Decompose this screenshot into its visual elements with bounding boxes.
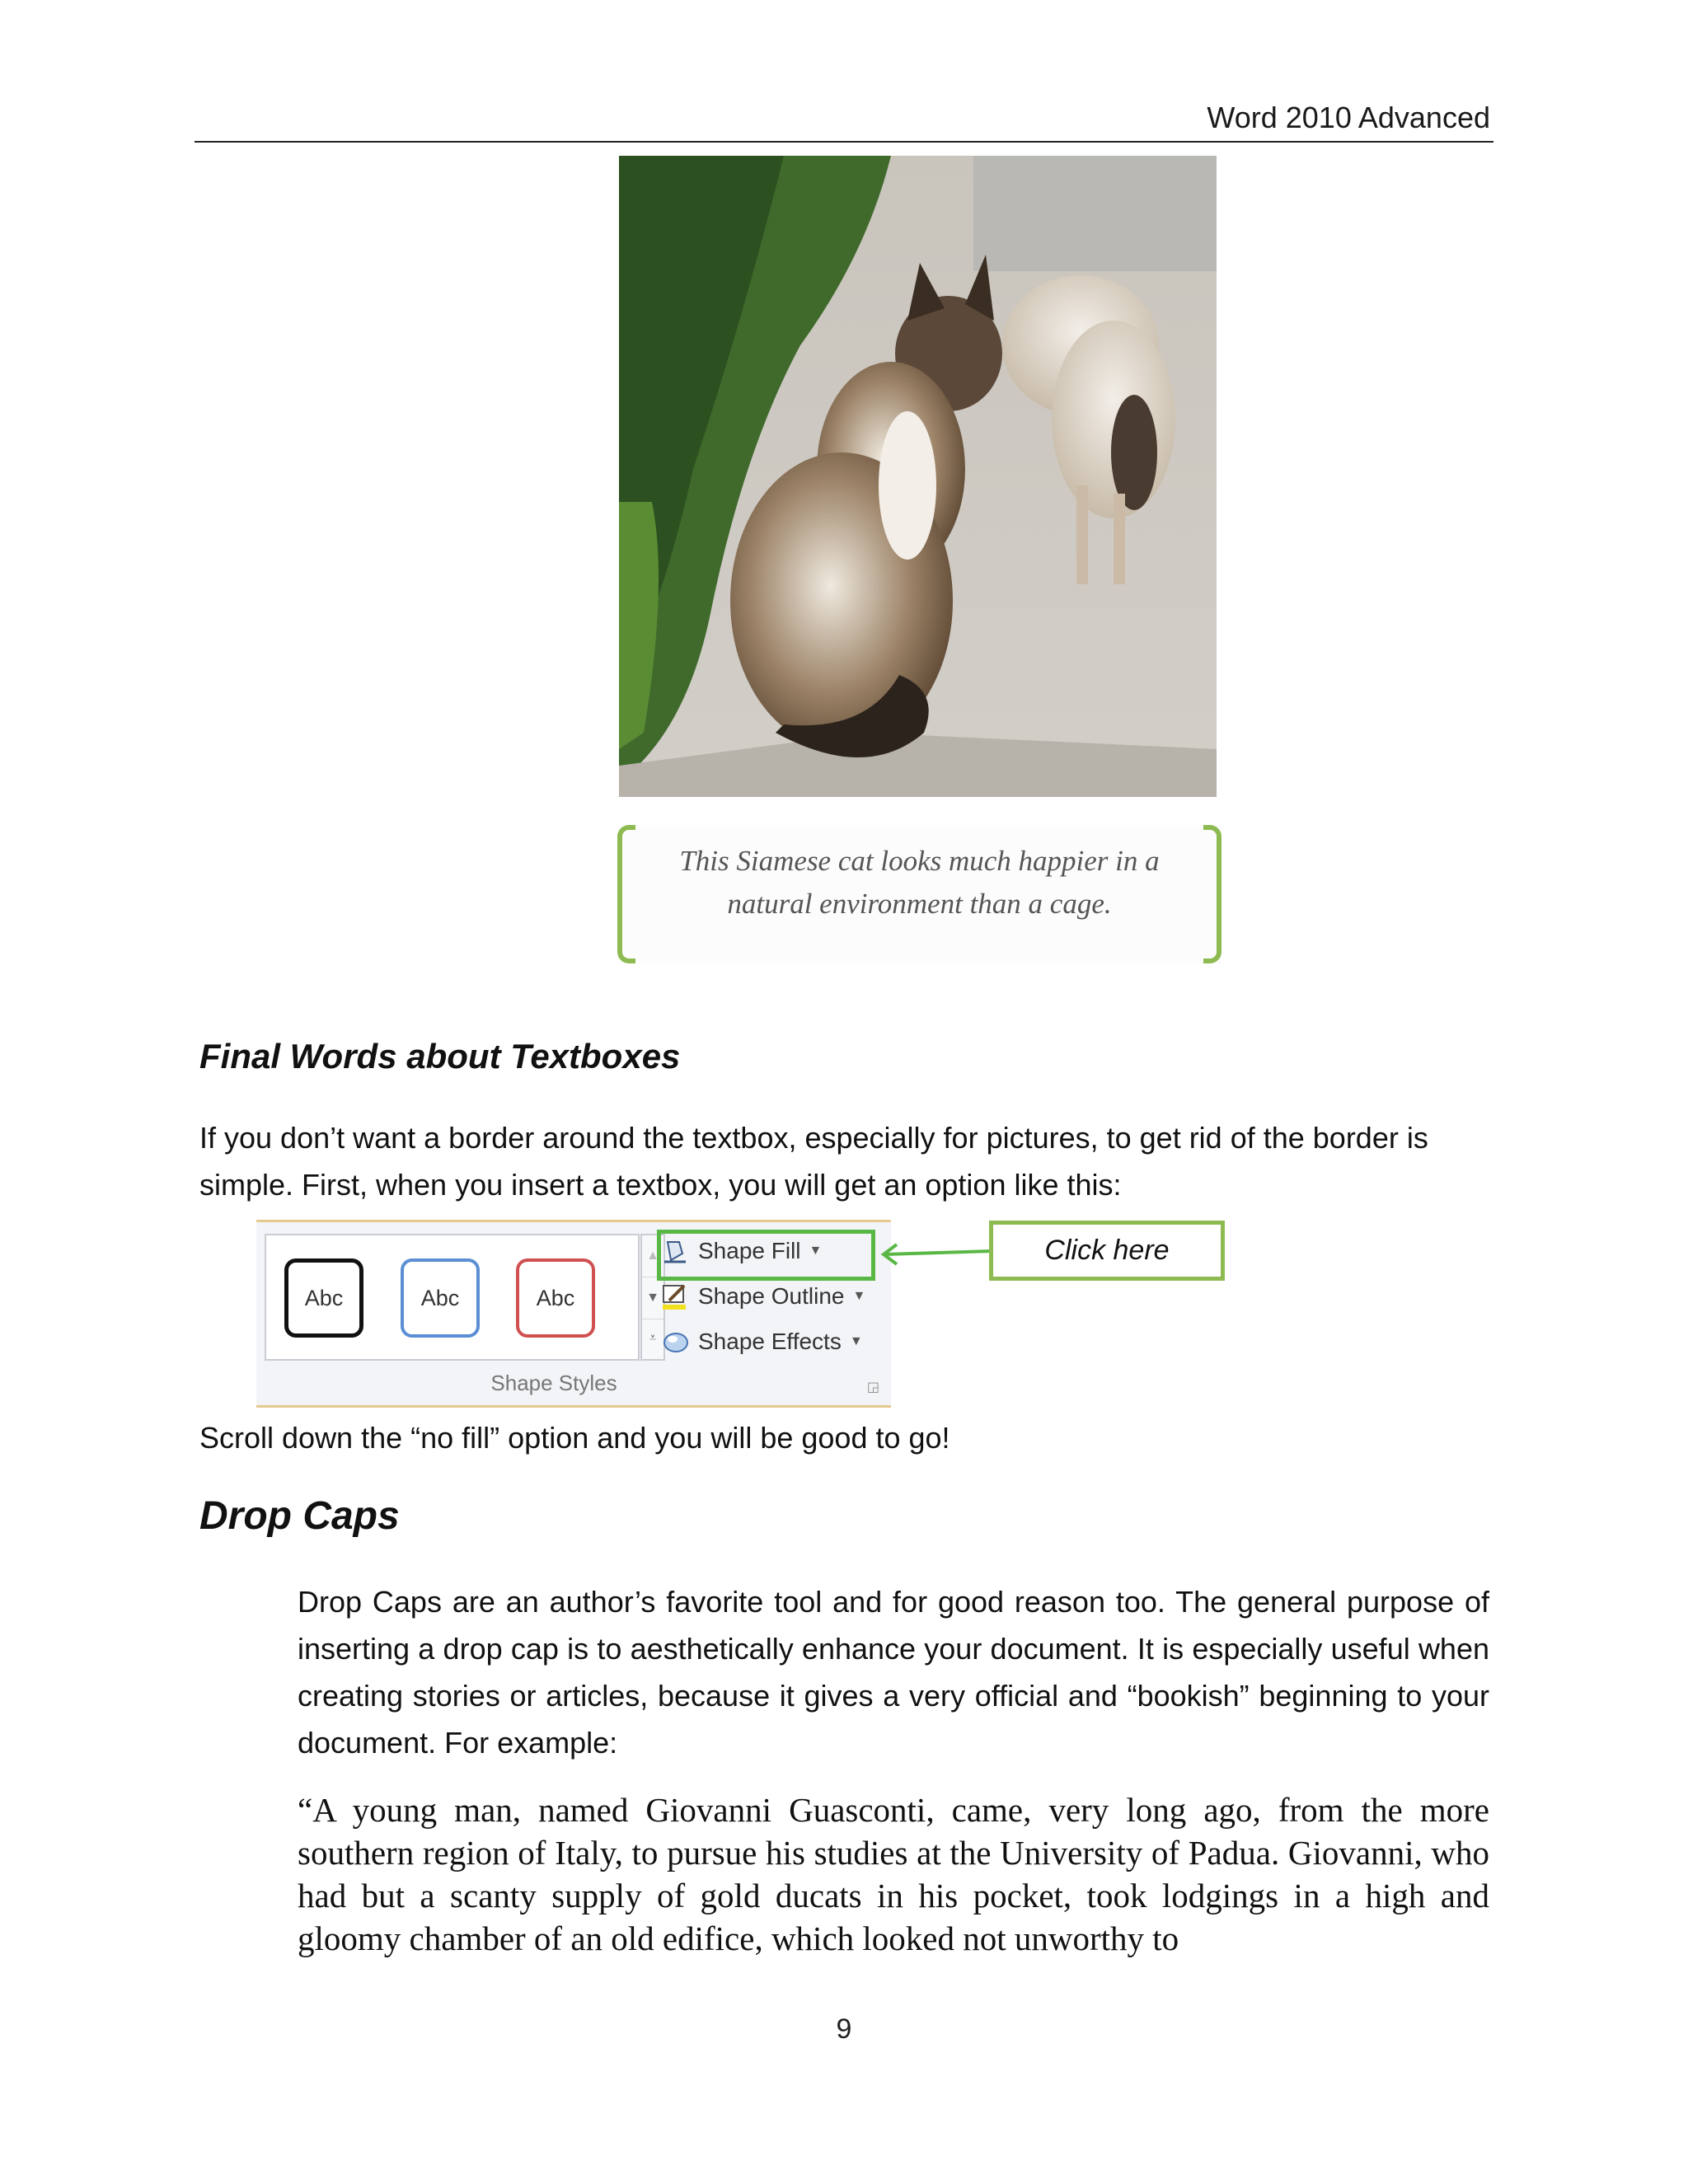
caption-textbox <box>617 825 1221 963</box>
chevron-down-icon: ▼ <box>809 1244 823 1258</box>
more-icon[interactable]: ⩡ <box>649 1331 657 1345</box>
textbox-intro-paragraph: If you don’t want a border around the textbox, especially for pictures, to get rid of the border is simple. First, when you insert a textbox, you will get an option like this: <box>199 1121 1428 1202</box>
shape-effects-label: Shape Effects <box>698 1329 842 1354</box>
caption-bracket-left <box>617 825 635 963</box>
caption-bracket-right <box>1203 825 1221 963</box>
shape-style-gallery <box>265 1234 640 1361</box>
no-fill-paragraph: Scroll down the “no fill” option and you will be good to go! <box>199 1421 950 1455</box>
style-sample-red[interactable]: Abc <box>516 1258 595 1338</box>
cat-photo-image <box>619 156 1217 797</box>
shape-outline-button[interactable] <box>660 1276 865 1317</box>
style-sample-blue[interactable]: Abc <box>401 1258 480 1338</box>
cat-photo <box>619 156 1217 797</box>
heading-final-words: Final Words about Textboxes <box>199 1037 681 1076</box>
drop-caps-paragraph: Drop Caps are an author’s favorite tool and for good reason too. The general purpose of inserting a drop cap is to aesthetically enhance your document. It is especially useful when creating stories or articles, because it gives a very official and “bookish” beginning to your document. For example: <box>298 1585 1489 1760</box>
page-number: 9 <box>836 2013 852 2045</box>
callout-arrow <box>879 1233 994 1274</box>
scroll-up-icon[interactable]: ▲ <box>646 1249 659 1263</box>
scroll-down-icon[interactable]: ▼ <box>642 1277 663 1319</box>
shape-fill-highlight <box>657 1230 875 1281</box>
shape-styles-group-label: Shape Styles <box>490 1371 617 1395</box>
caption-text: This Siamese cat looks much happier in a natural environment than a cage. <box>679 845 1160 920</box>
shape-fill-label: Shape Fill <box>698 1238 801 1263</box>
pencil-icon <box>660 1282 690 1311</box>
heading-drop-caps: Drop Caps <box>199 1494 400 1538</box>
header-title: Word 2010 Advanced <box>1207 101 1490 134</box>
chevron-down-icon: ▼ <box>849 1334 863 1348</box>
example-quote: “A young man, named Giovanni Guasconti, came, very long ago, from the more southern region of Italy, to pursue his studies at the University of Padua. Giovanni, who had but a scanty supply of gold ducats in his pocket, took lodgings in a high and gloomy chamber of an old edifice, which looked not unworthy to <box>298 1791 1489 1957</box>
shape-effects-icon <box>660 1327 690 1357</box>
header-rule <box>195 141 1493 143</box>
style-sample-black[interactable]: Abc <box>284 1258 363 1338</box>
dialog-launcher-icon[interactable]: ◲ <box>866 1380 879 1394</box>
click-here-callout: Click here <box>989 1221 1225 1281</box>
shape-effects-button[interactable] <box>660 1321 863 1362</box>
shape-outline-label: Shape Outline <box>698 1283 845 1309</box>
chevron-down-icon: ▼ <box>852 1289 866 1303</box>
